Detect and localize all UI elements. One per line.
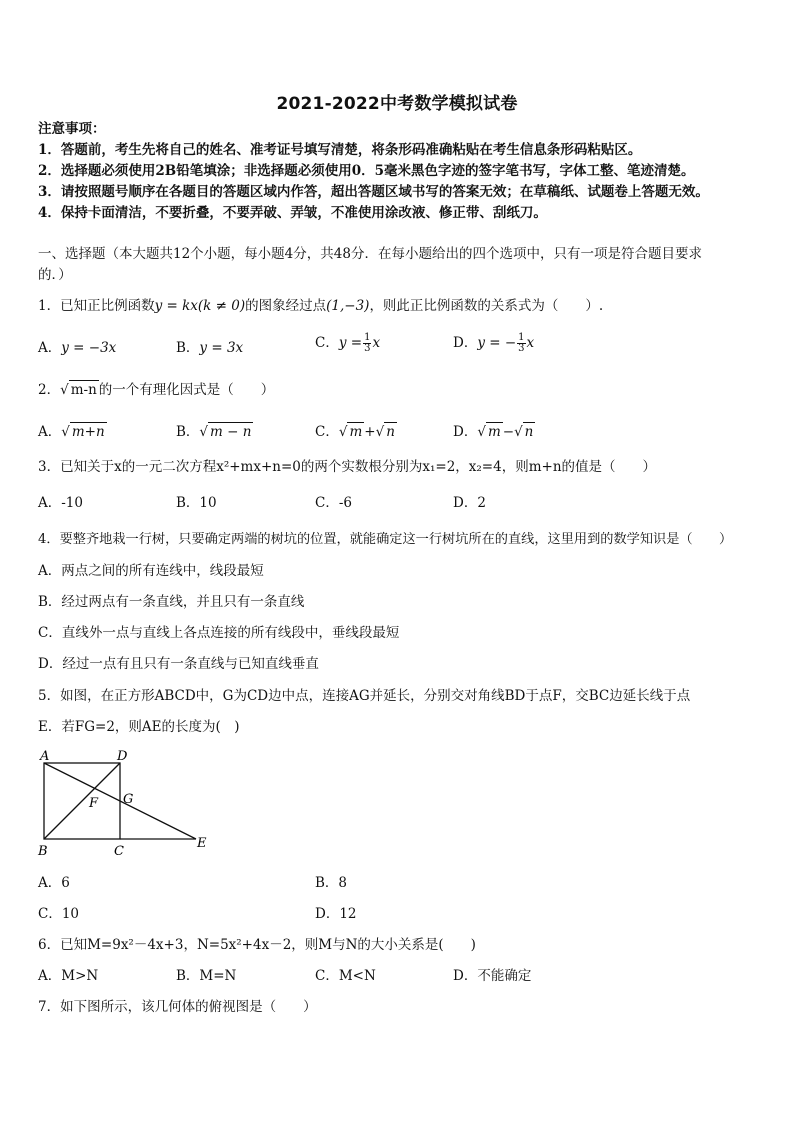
q1-point: (1,−3)	[326, 298, 370, 314]
q1-option-c: C．y = $\frac{1}{3}$ x	[315, 332, 381, 354]
q1-function: y = kx(k ≠ 0)	[154, 298, 246, 314]
q4-option-a: A．两点之间的所有连线中，线段最短	[38, 563, 264, 579]
q3-option-c: C．-6	[315, 495, 352, 511]
q3-option-a: A．-10	[38, 495, 83, 511]
q6-option-c: C．M<N	[315, 968, 376, 984]
q6-option-a: A．M>N	[38, 968, 99, 984]
question-2: 2．√ m-n 的一个有理化因式是（ ）	[38, 382, 275, 398]
q1-option-b: B．y = 3x	[176, 340, 244, 356]
label-c: C	[114, 844, 124, 859]
q3-option-d: D．2	[453, 495, 486, 511]
notice-item-2: 2．选择题必须使用2B铅笔填涂；非选择题必须使用0．5毫米黑色字迹的签字笔书写，字体工整、笔迹清楚。	[38, 163, 695, 179]
question-3: 3．已知关于x的一元二次方程x²+mx+n=0的两个实数根分别为x₁=2，x₂=4，则m+n的值是（ ）	[38, 459, 657, 475]
q4-option-b: B．经过两点有一条直线，并且只有一条直线	[38, 594, 305, 610]
q2-radicand: m-n	[70, 382, 97, 398]
notice-item-1: 1．答题前，考生先将自己的姓名、准考证号填写清楚，将条形码准确粘贴在考生信息条形码粘贴区。	[38, 142, 642, 158]
q4-option-c: C．直线外一点与直线上各点连接的所有线段中，垂线段最短	[38, 625, 400, 641]
q2-option-b: B．√ m − n	[176, 424, 252, 440]
q1-post: ，则此正比例函数的关系式为（ ）.	[369, 298, 604, 314]
q3-option-b: B．10	[176, 495, 217, 511]
q2-option-d: D．√ m −√ n	[453, 424, 534, 440]
q2-option-c: C．√ m +√ n	[315, 424, 395, 440]
question-5-line2: E．若FG=2，则AE的长度为( )	[38, 719, 240, 735]
section-heading-line1: 一、选择题（本大题共12个小题，每小题4分，共48分．在每小题给出的四个选项中，只有一项是符合题目要求	[38, 246, 702, 262]
label-g: G	[123, 792, 134, 807]
q5-option-d: D．12	[315, 906, 357, 922]
label-f: F	[89, 796, 99, 811]
q5-option-a: A．6	[38, 875, 70, 891]
q6-option-d: D．不能确定	[453, 968, 532, 984]
q6-option-b: B．M=N	[176, 968, 237, 984]
q2-option-a: A．√ m+n	[38, 424, 105, 440]
q1-option-a: A．y = −3x	[38, 340, 117, 356]
q5-figure	[30, 745, 220, 860]
q1-pre: 1．已知正比例函数	[38, 298, 155, 314]
label-d: D	[117, 749, 128, 764]
label-b: B	[38, 844, 48, 859]
question-1	[38, 297, 603, 315]
section-heading-line2: 的．）	[38, 267, 72, 283]
question-7: 7．如下图所示，该几何体的俯视图是（ ）	[38, 999, 317, 1015]
notice-item-3: 3．请按照题号顺序在各题目的答题区域内作答，超出答题区域书写的答案无效；在草稿纸、试题卷上答题无效。	[38, 184, 709, 200]
q5-option-b: B．8	[315, 875, 348, 891]
q5-option-c: C．10	[38, 906, 80, 922]
label-a: A	[40, 749, 50, 764]
label-e: E	[197, 836, 207, 851]
notice-heading: 注意事项：	[38, 121, 106, 137]
question-4: 4．要整齐地栽一行树，只要确定两端的树坑的位置，就能确定这一行树坑所在的直线，这里用到的数学知识是（ ）	[38, 532, 733, 547]
question-6: 6．已知M=9x²－4x+3，N=5x²+4x－2，则M与N的大小关系是( )	[38, 937, 476, 953]
q4-option-d: D．经过一点有且只有一条直线与已知直线垂直	[38, 656, 319, 672]
question-5-line1: 5．如图，在正方形ABCD中，G为CD边中点，连接AG并延长，分别交对角线BD于点F，交BC边延长线于点	[38, 688, 691, 704]
q1-mid: 的图象经过点	[245, 298, 327, 314]
page-title: 2021-2022中考数学模拟试卷	[276, 94, 518, 114]
q1-option-d: D．y = − $\frac{1}{3}$ x	[453, 332, 535, 354]
notice-item-4: 4．保持卡面清洁，不要折叠，不要弄破、弄皱，不准使用涂改液、修正带、刮纸刀。	[38, 205, 547, 221]
diagonal-bd	[44, 763, 120, 839]
